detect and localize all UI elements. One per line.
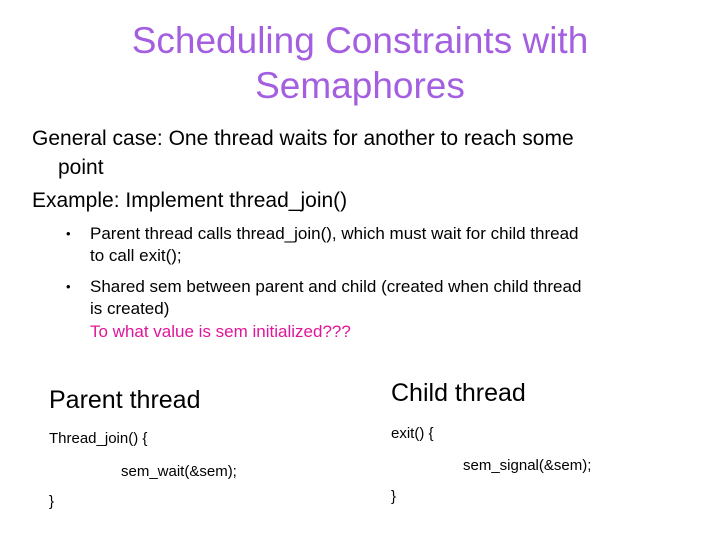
bullet-marker: • — [66, 279, 71, 294]
slide-title-line-1: Scheduling Constraints with — [131, 20, 589, 61]
initialization-question: To what value is sem initialized??? — [90, 322, 351, 341]
bullet-2-text-continued: is created) — [90, 299, 170, 318]
child-thread-heading: Child thread — [391, 379, 526, 407]
slide-title — [0, 18, 720, 108]
parent-code-body: sem_wait(&sem); — [121, 463, 237, 480]
general-case-text: General case: One thread waits for another to reach some — [32, 127, 574, 150]
example-text: Example: Implement thread_join() — [32, 189, 348, 212]
child-code-close: } — [391, 488, 397, 505]
bullet-2-text: Shared sem between parent and child (created when child thread — [90, 277, 582, 296]
parent-code-open: Thread_join() { — [49, 430, 148, 447]
child-code-open: exit() { — [391, 425, 434, 442]
parent-code-close: } — [49, 493, 55, 510]
bullet-1-text-continued: to call exit(); — [90, 246, 182, 265]
bullet-1-text: Parent thread calls thread_join(), which must wait for child thread — [90, 224, 579, 243]
child-code-body: sem_signal(&sem); — [463, 457, 592, 474]
general-case-text-continued: point — [58, 156, 104, 179]
parent-thread-heading: Parent thread — [49, 386, 201, 414]
slide-title-line-2: Semaphores — [255, 65, 465, 106]
bullet-marker: • — [66, 226, 71, 241]
